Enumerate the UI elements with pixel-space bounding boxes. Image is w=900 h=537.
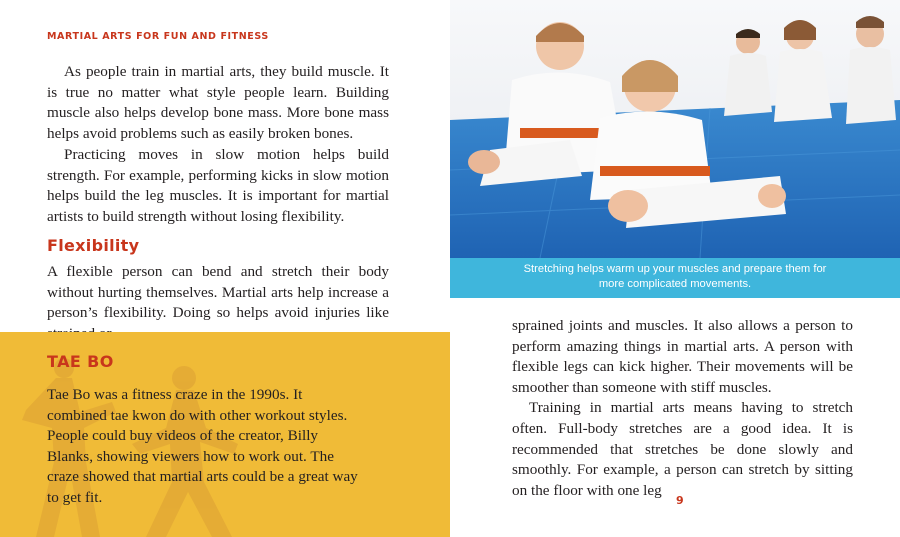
sidebar-title: TAE BO bbox=[47, 352, 114, 371]
paragraph-text: A flexible person can bend and stretch their body without hurting themselves. Martial arts help increase a person’s flexibility. Doing so helps avoid injuries like bbox=[47, 263, 389, 322]
paragraph-text: Practicing moves in slow motion helps build strength. For example, performing kicks in slow motion helps build the leg muscles. It is important for martial artists to build strength without losing flexibility. bbox=[47, 146, 389, 225]
section-heading: Flexibility bbox=[47, 236, 140, 255]
paragraph-text: sprained joints and muscles. It also allows a person to perform amazing things in martial arts. A person with flexible legs can kick higher. Their movements will be smoother than someone with stiff muscles. bbox=[512, 317, 853, 396]
paragraph-text: Training in martial arts means having to stretch often. Full-body stretches are a good idea. It is recommended that stretches be done slowly and smoothly. For example, a person can stretch by sitting on the floor with one leg bbox=[512, 399, 853, 499]
paragraph-text: As people train in martial arts, they build muscle. It is true no matter what style people learn. Building muscle also helps develop bone mass. More bone mass helps avoid problems such as easily broken bones. bbox=[47, 63, 389, 142]
sidebar-text: Tae Bo was a fitness craze in the 1990s. It combined tae kwon do with other workout styles. People could buy videos of the creator, Billy Blanks, showing viewers how to work out. The craze showed that martial arts could be a great way to get fit. bbox=[47, 386, 358, 506]
page-number: 9 bbox=[676, 494, 684, 507]
body-paragraph bbox=[47, 62, 389, 144]
photo-caption-bar bbox=[450, 258, 900, 298]
right-page bbox=[450, 0, 900, 537]
photo-caption: Stretching helps warm up your muscles and prepare them for more complicated movements. bbox=[523, 263, 827, 290]
stretching-class-photo bbox=[450, 0, 900, 258]
sidebar-box bbox=[0, 332, 450, 537]
photo-illustration bbox=[450, 0, 900, 258]
body-paragraph bbox=[47, 145, 389, 227]
running-head: MARTIAL ARTS FOR FUN AND FITNESS bbox=[47, 31, 269, 42]
body-paragraphs bbox=[512, 316, 853, 501]
